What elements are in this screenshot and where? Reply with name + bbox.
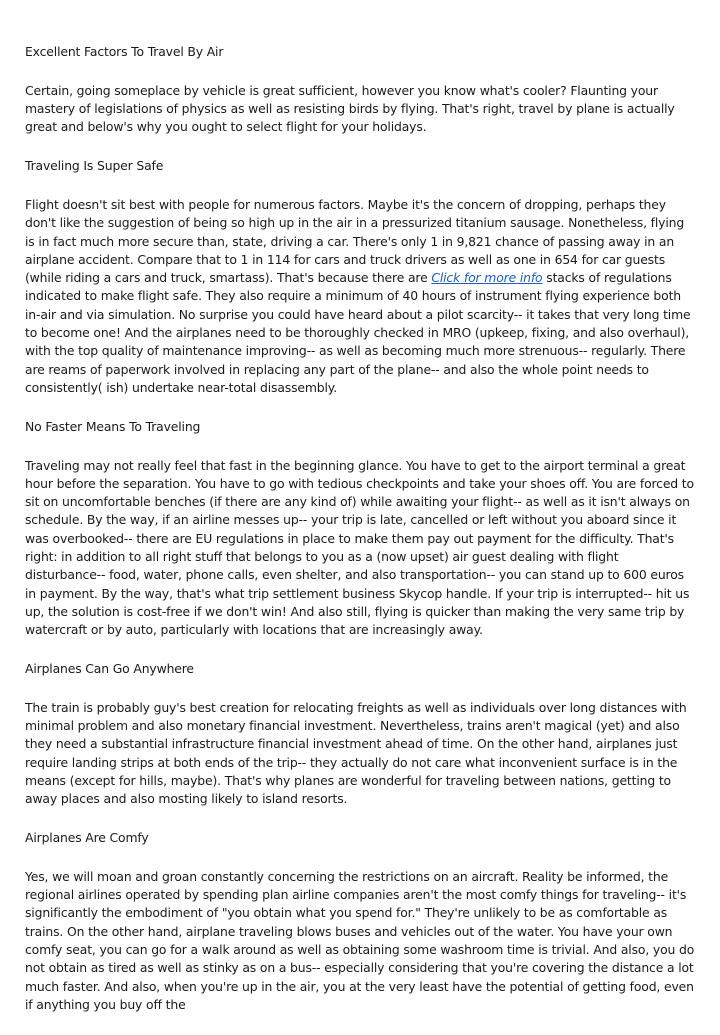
document-title: Excellent Factors To Travel By Air — [25, 44, 224, 59]
safe-text-before-link: Flight doesn't sit best with people for numerous factors. Maybe it's the concern of dropping, perhaps they don't like the suggestion of being so high up in the air in a pressurized titanium sausage. Nonetheless, flying is in fact much more secure than, state, driving a car. There's only 1 in 9,821 chance of passing away in an airplane accident. Compare that to 1 in 114 for cars and truck drivers as well as one in 654 for car guests (while riding a cars and truck, smartass). That's because there are — [25, 196, 685, 286]
section-heading-safe: Traveling Is Super Safe — [25, 158, 164, 174]
section-heading-comfy: Airplanes Are Comfy — [25, 830, 149, 846]
more-info-link[interactable]: Click for more info — [431, 270, 543, 286]
section-paragraph-anywhere: The train is probably guy's best creation for relocating freights as well as individuals over long distances with minimal problem and also monetary financial investment. Nevertheless, trains aren't magical (yet) and also they need a substantial infrastructure financial investment ahead of time. On the other hand, airplanes just require landing strips at both ends of the trip-- they actually do not care what inconvenient surface is in the means (except for hills, maybe). That's why planes are wonderful for traveling between nations, getting to away places and also mosting likely to island resorts. — [25, 699, 687, 807]
section-paragraph-comfy: Yes, we will moan and groan constantly concerning the restrictions on an aircraft. Reality be informed, the regional airlines operated by spending plan airline companies aren't the most comfy things for traveling-- it's significantly the embodiment of "you obtain what you spend for." They're unlikely to be as comfortable as trains. On the other hand, airplane traveling blows buses and vehicles out of the water. You have your own comfy seat, you can go for a walk around as well as obtaining some washroom time is trivial. And also, you do not obtain as tired as well as stinky as on a bus-- especially considering that you're covering the distance a lot much faster. And also, when you're up in the air, you at the very least have the potential of getting food, even if anything you buy off the — [25, 868, 695, 1012]
document-page — [25, 43, 697, 1035]
section-heading-anywhere: Airplanes Can Go Anywhere — [25, 661, 194, 677]
section-paragraph-faster: Traveling may not really feel that fast in the beginning glance. You have to get to the airport terminal a great hour before the separation. You have to go with tedious checkpoints and take your shoes off. You are forced to sit on uncomfortable benches (if there are any kind of) while awaiting your flight-- as well as it isn't always on schedule. By the way, if an airline messes up-- your trip is late, cancelled or left without you aboard since it was overbooked-- there are EU regulations in place to make them pay out payment for the difficulty. That's right: in addition to all right stuff that belongs to you as a (now upset) air guest dealing with flight disturbance-- food, water, phone calls, even shelter, and also transportation-- you can stand up to 600 euros in payment. By the way, that's what trip settlement business Skycop handle. If your trip is interrupted-- hit us up, the solution is cost-free if we don't win! And also still, flying is quicker than making the very same trip by watercraft or by auto, particularly with locations that are increasingly away. — [25, 457, 694, 638]
safe-text-after-link: stacks of regulations indicated to make flight safe. They also require a minimum of 40 hours of instrument flying experience both in-air and via simulation. No surprise you could have heard about a pilot scarcity-- it takes that very long time to become one! And the airplanes need to be thoroughly checked in MRO (upkeep, fixing, and also overhaul), with the top quality of maintenance improving-- as well as becoming much more strenuous-- regularly. There are reams of paperwork involved in replacing any part of the plane-- and also the whole point needs to consistently( ish) undertake near-total disassembly. — [25, 270, 691, 395]
section-paragraph-safe — [25, 196, 697, 397]
section-heading-faster: No Faster Means To Traveling — [25, 418, 201, 434]
intro-paragraph: Certain, going someplace by vehicle is great sufficient, however you know what's cooler? Flaunting your mastery of legislations of physics as well as resisting birds by flying. That's right, travel by plane is actually great and below's why you ought to select flight for your holidays. — [25, 82, 675, 135]
